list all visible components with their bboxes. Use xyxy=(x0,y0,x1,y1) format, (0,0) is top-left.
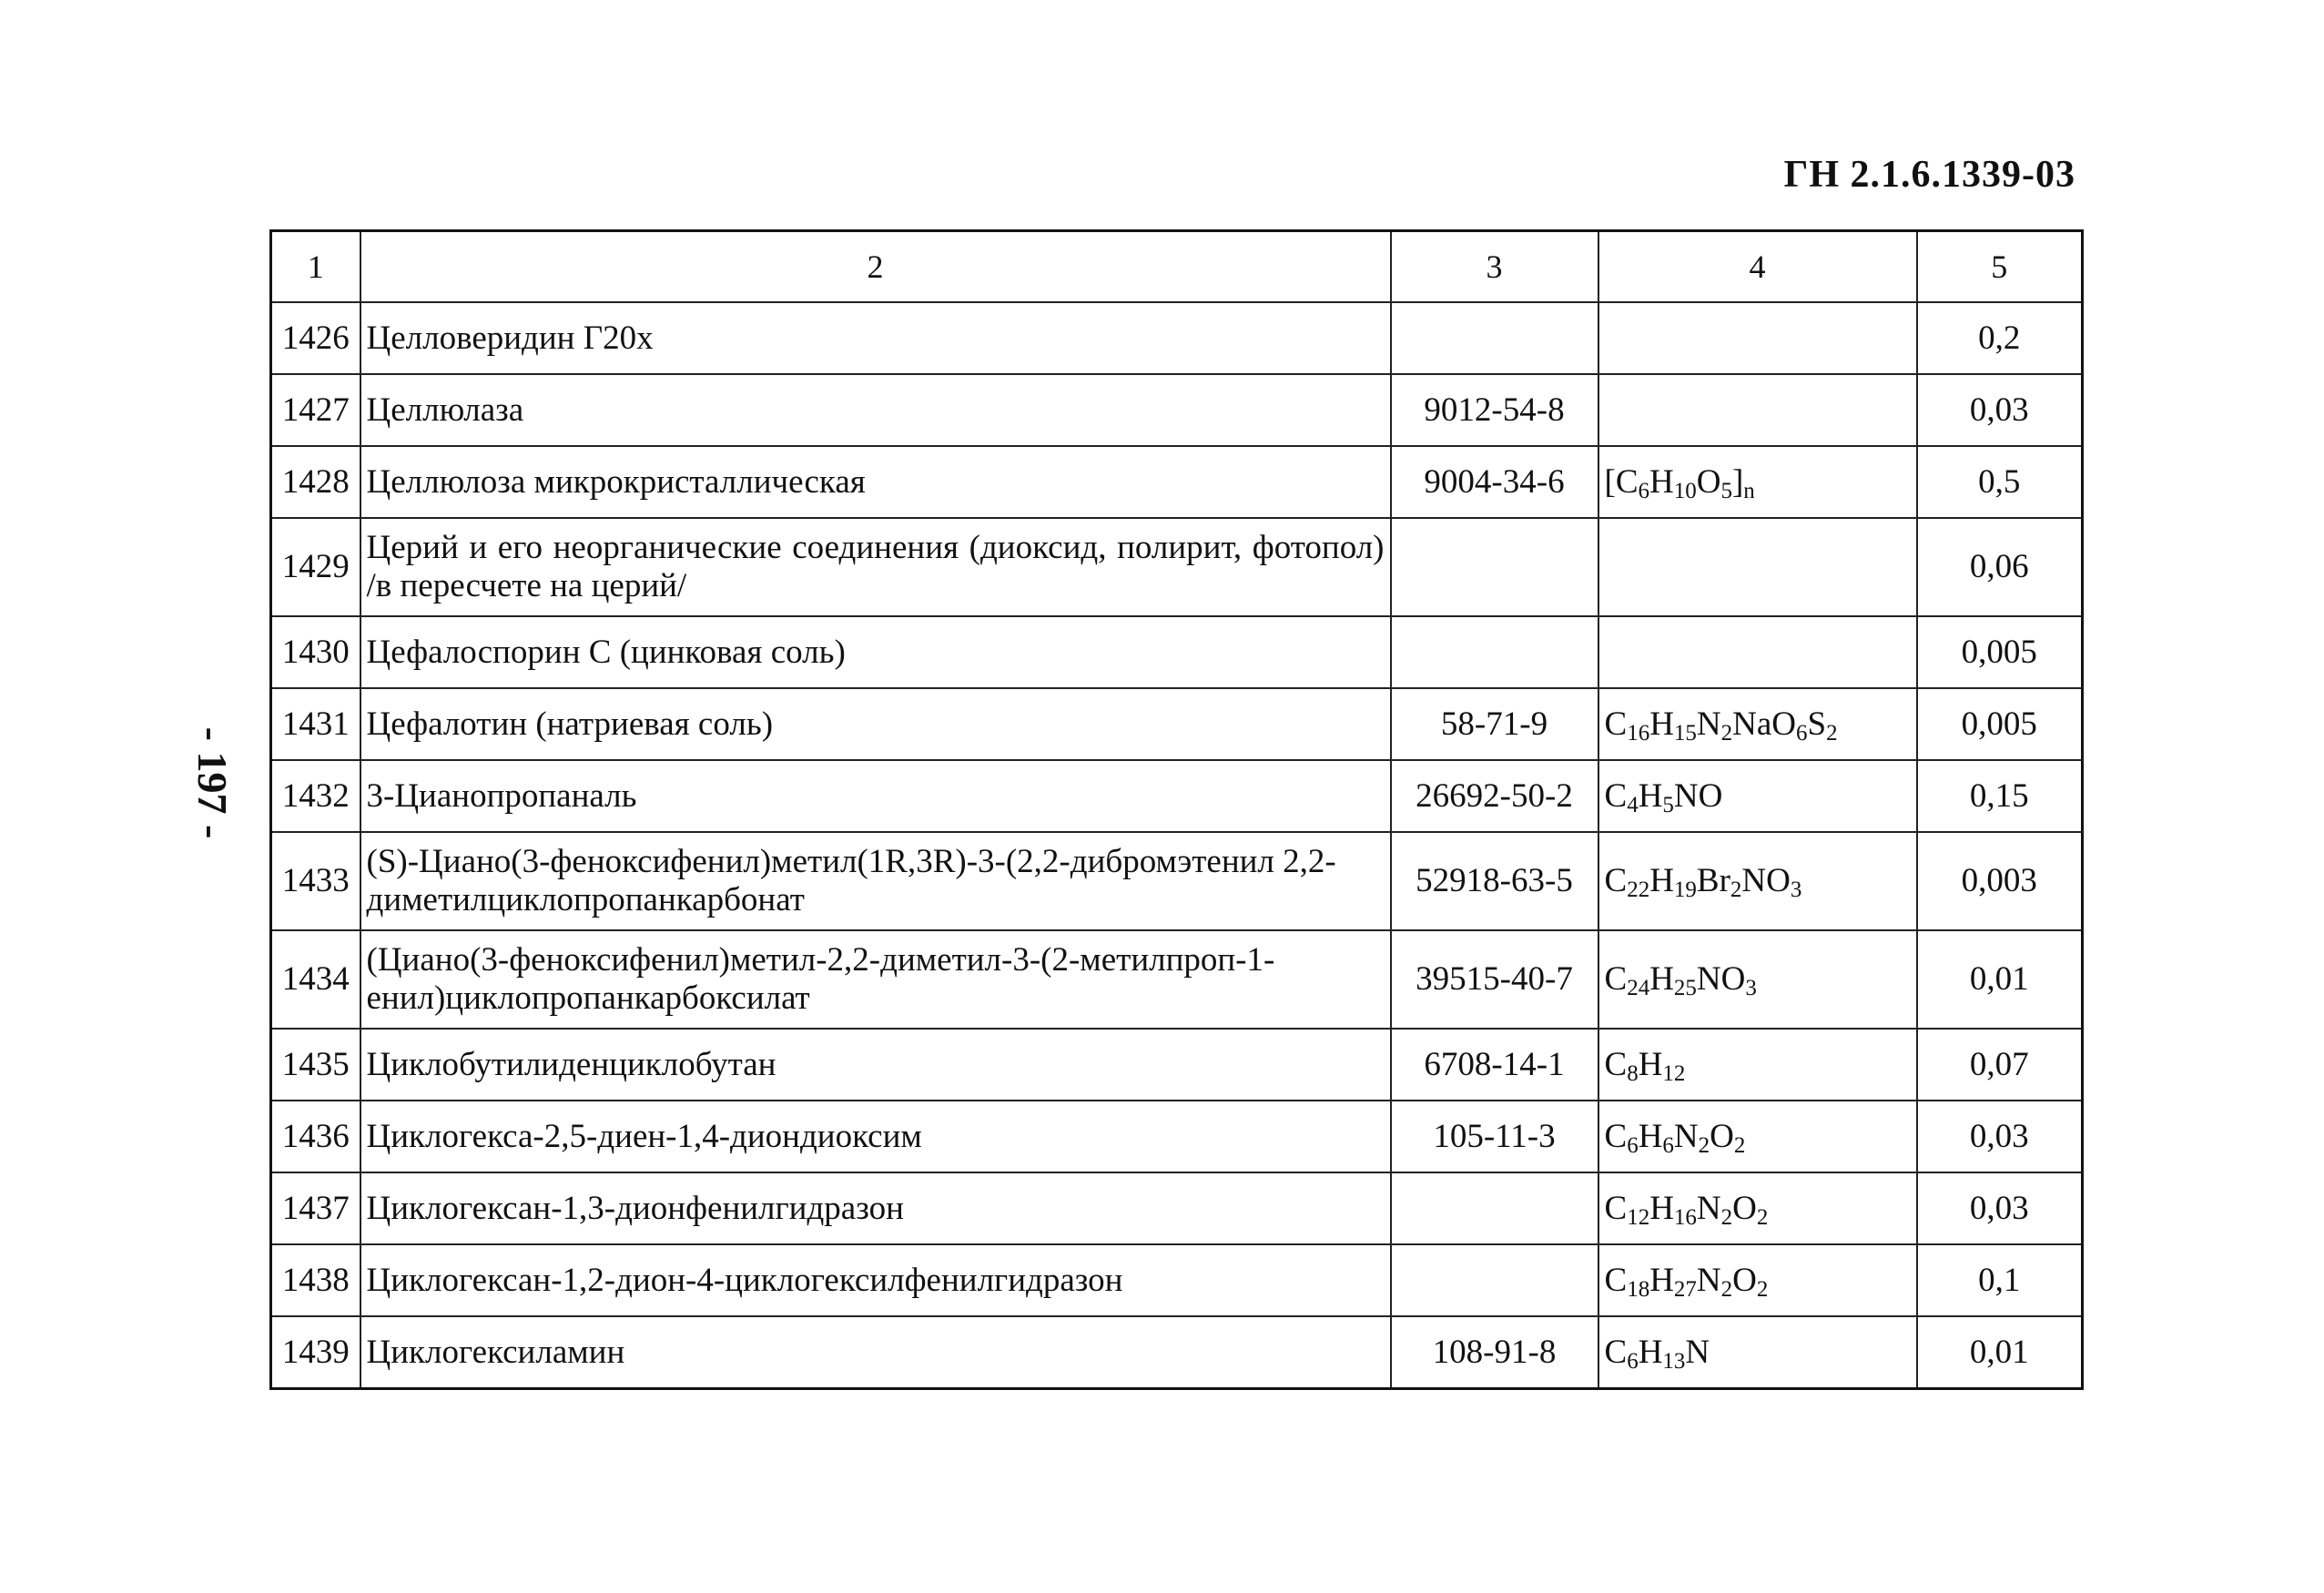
formula-part: H xyxy=(1638,1117,1663,1155)
formula-part: S xyxy=(1807,705,1827,743)
formula-part: H xyxy=(1649,462,1674,501)
formula-subscript: 24 xyxy=(1627,976,1650,1000)
chemical-formula xyxy=(1598,760,1917,832)
table-row xyxy=(271,518,2083,616)
formula-subscript: 27 xyxy=(1673,1276,1697,1302)
concentration-limit: 0,003 xyxy=(1917,832,2083,930)
substance-name: Циклогексан-1,2-дион-4-циклогексилфенилгидразон xyxy=(360,1244,1391,1316)
substance-name: Циклогексиламин xyxy=(360,1316,1391,1389)
formula-part: N xyxy=(1696,705,1721,743)
formula-subscript: 2 xyxy=(1698,1132,1710,1158)
chemical-formula xyxy=(1598,930,1917,1029)
formula-subscript: 2 xyxy=(1756,1204,1769,1230)
chemical-formula xyxy=(1598,616,1917,688)
substance-name: (Циано(3-феноксифенил)метил-2,2-диметил-3-(2-метилпроп-1-енил)циклопропанкарбоксилат xyxy=(360,930,1391,1029)
formula-subscript: n xyxy=(1743,478,1755,503)
chemical-formula xyxy=(1598,1316,1917,1389)
column-header: 3 xyxy=(1391,231,1598,303)
formula-part: NO xyxy=(1741,862,1791,899)
concentration-limit: 0,5 xyxy=(1917,446,2083,518)
cas-number xyxy=(1391,302,1598,374)
row-number: 1427 xyxy=(271,374,360,446)
formula-subscript: 2 xyxy=(1730,878,1742,902)
chemical-formula xyxy=(1598,688,1917,760)
formula-subscript: 2 xyxy=(1756,1276,1769,1302)
cas-number: 105-11-3 xyxy=(1391,1101,1598,1172)
concentration-limit: 0,01 xyxy=(1917,930,2083,1029)
formula-subscript: 16 xyxy=(1627,720,1650,746)
row-number: 1430 xyxy=(271,616,360,688)
concentration-limit: 0,15 xyxy=(1917,760,2083,832)
formula-subscript: 16 xyxy=(1673,1204,1697,1230)
cas-number xyxy=(1391,1244,1598,1316)
table-row xyxy=(271,1029,2083,1101)
formula-part: NO xyxy=(1673,776,1723,815)
table-row xyxy=(271,1316,2083,1389)
row-number: 1436 xyxy=(271,1101,360,1172)
cas-number xyxy=(1391,518,1598,616)
row-number: 1434 xyxy=(271,930,360,1029)
hygienic-standards-table xyxy=(269,229,2084,1390)
row-number: 1437 xyxy=(271,1172,360,1244)
formula-subscript: 18 xyxy=(1627,1276,1650,1302)
formula-part: H xyxy=(1649,1261,1674,1299)
chemical-formula xyxy=(1598,832,1917,930)
formula-part: C xyxy=(1604,1117,1628,1155)
substance-name: (S)-Циано(3-феноксифенил)метил(1R,3R)-3-(2,2-дибромэтенил 2,2-диметилциклопропанкарбонат xyxy=(360,832,1391,930)
formula-subscript: 3 xyxy=(1790,878,1802,902)
formula-subscript: 2 xyxy=(1720,1276,1733,1302)
formula-part: NO xyxy=(1696,960,1746,998)
concentration-limit: 0,2 xyxy=(1917,302,2083,374)
formula-subscript: 22 xyxy=(1627,878,1650,902)
formula-part: O xyxy=(1696,462,1721,501)
concentration-limit: 0,005 xyxy=(1917,688,2083,760)
formula-part: N xyxy=(1696,1261,1721,1299)
concentration-limit: 0,03 xyxy=(1917,1172,2083,1244)
substance-name: Циклогексан-1,3-дионфенилгидразон xyxy=(360,1172,1391,1244)
chemical-formula xyxy=(1598,446,1917,518)
table-row xyxy=(271,374,2083,446)
substance-name: Циклобутилиденциклобутан xyxy=(360,1029,1391,1101)
formula-part: H xyxy=(1649,960,1674,998)
cas-number: 39515-40-7 xyxy=(1391,930,1598,1029)
row-number: 1435 xyxy=(271,1029,360,1101)
row-number: 1433 xyxy=(271,832,360,930)
substance-name: Целловеридин Г20х xyxy=(360,302,1391,374)
formula-part: O xyxy=(1710,1117,1734,1155)
column-header: 1 xyxy=(271,231,360,303)
concentration-limit: 0,005 xyxy=(1917,616,2083,688)
table-row xyxy=(271,688,2083,760)
formula-subscript: 12 xyxy=(1627,1204,1650,1230)
formula-part: H xyxy=(1638,776,1663,815)
formula-subscript: 4 xyxy=(1627,792,1639,817)
formula-subscript: 5 xyxy=(1720,478,1732,503)
formula-part: C xyxy=(1604,862,1628,899)
cas-number: 58-71-9 xyxy=(1391,688,1598,760)
row-number: 1432 xyxy=(271,760,360,832)
formula-part: Br xyxy=(1696,862,1730,899)
cas-number xyxy=(1391,1172,1598,1244)
formula-subscript: 13 xyxy=(1662,1348,1686,1374)
document-code: ГН 2.1.6.1339-03 xyxy=(1783,154,2075,196)
concentration-limit: 0,1 xyxy=(1917,1244,2083,1316)
formula-part: C xyxy=(1604,705,1628,743)
column-header: 2 xyxy=(360,231,1391,303)
cas-number: 6708-14-1 xyxy=(1391,1029,1598,1101)
cas-number: 108-91-8 xyxy=(1391,1316,1598,1389)
chemical-formula xyxy=(1598,518,1917,616)
formula-part: H xyxy=(1638,1333,1663,1371)
row-number: 1429 xyxy=(271,518,360,616)
chemical-formula xyxy=(1598,302,1917,374)
concentration-limit: 0,07 xyxy=(1917,1029,2083,1101)
substance-name: Цефалоспорин С (цинковая соль) xyxy=(360,616,1391,688)
row-number: 1439 xyxy=(271,1316,360,1389)
concentration-limit: 0,01 xyxy=(1917,1316,2083,1389)
row-number: 1431 xyxy=(271,688,360,760)
substance-name: Целлюлоза микрокристаллическая xyxy=(360,446,1391,518)
formula-subscript: 25 xyxy=(1673,976,1697,1000)
cas-number: 9004-34-6 xyxy=(1391,446,1598,518)
formula-part: C xyxy=(1604,1189,1628,1227)
row-number: 1438 xyxy=(271,1244,360,1316)
formula-part: [C xyxy=(1604,462,1639,501)
formula-subscript: 5 xyxy=(1662,792,1674,817)
row-number: 1426 xyxy=(271,302,360,374)
formula-part: O xyxy=(1732,1189,1757,1227)
formula-subscript: 6 xyxy=(1796,720,1808,746)
substance-name: Целлюлаза xyxy=(360,374,1391,446)
formula-part: N xyxy=(1673,1117,1699,1155)
formula-subscript: 19 xyxy=(1673,878,1697,902)
substance-name: Церий и его неорганические соединения (диоксид, полирит, фотопол) /в пересчете на церий/ xyxy=(360,518,1391,616)
concentration-limit: 0,03 xyxy=(1917,1101,2083,1172)
formula-subscript: 2 xyxy=(1733,1132,1746,1158)
chemical-formula xyxy=(1598,1101,1917,1172)
concentration-limit: 0,06 xyxy=(1917,518,2083,616)
formula-part: O xyxy=(1732,1261,1757,1299)
chemical-formula xyxy=(1598,374,1917,446)
formula-subscript: 10 xyxy=(1673,478,1697,503)
chemical-formula xyxy=(1598,1172,1917,1244)
formula-subscript: 6 xyxy=(1627,1348,1639,1374)
chemical-formula xyxy=(1598,1029,1917,1101)
table-row xyxy=(271,1101,2083,1172)
table-row xyxy=(271,930,2083,1029)
formula-part: H xyxy=(1649,862,1674,899)
formula-subscript: 15 xyxy=(1673,720,1697,746)
formula-subscript: 2 xyxy=(1720,720,1733,746)
formula-part: H xyxy=(1638,1045,1663,1083)
cas-number: 52918-63-5 xyxy=(1391,832,1598,930)
row-number: 1428 xyxy=(271,446,360,518)
table-row xyxy=(271,616,2083,688)
formula-subscript: 2 xyxy=(1826,720,1838,746)
formula-part: ] xyxy=(1731,462,1744,501)
table-row xyxy=(271,832,2083,930)
table-row xyxy=(271,1244,2083,1316)
concentration-limit: 0,03 xyxy=(1917,374,2083,446)
formula-part: N xyxy=(1696,1189,1721,1227)
cas-number xyxy=(1391,616,1598,688)
formula-part: C xyxy=(1604,1045,1628,1083)
formula-subscript: 6 xyxy=(1638,478,1649,503)
formula-subscript: 6 xyxy=(1627,1132,1639,1158)
table-header-row xyxy=(271,231,2083,303)
cas-number: 9012-54-8 xyxy=(1391,374,1598,446)
table-row xyxy=(271,446,2083,518)
formula-part: H xyxy=(1649,1189,1674,1227)
formula-part: N xyxy=(1685,1333,1710,1371)
substance-name: Циклогекса-2,5-диен-1,4-диондиоксим xyxy=(360,1101,1391,1172)
formula-part: C xyxy=(1604,1333,1628,1371)
formula-part: C xyxy=(1604,1261,1628,1299)
formula-part: C xyxy=(1604,776,1628,815)
formula-subscript: 6 xyxy=(1662,1132,1674,1158)
table-row xyxy=(271,1172,2083,1244)
formula-part: C xyxy=(1604,960,1628,998)
table-row xyxy=(271,760,2083,832)
cas-number: 26692-50-2 xyxy=(1391,760,1598,832)
chemical-formula xyxy=(1598,1244,1917,1316)
substance-name: 3-Цианопропаналь xyxy=(360,760,1391,832)
formula-subscript: 12 xyxy=(1662,1060,1686,1086)
formula-subscript: 8 xyxy=(1627,1060,1639,1086)
table-row xyxy=(271,302,2083,374)
formula-part: NaO xyxy=(1732,705,1797,743)
formula-subscript: 3 xyxy=(1745,976,1757,1000)
column-header: 4 xyxy=(1598,231,1917,303)
formula-part: H xyxy=(1649,705,1674,743)
column-header: 5 xyxy=(1917,231,2083,303)
page-number-text: - 197 - xyxy=(189,726,236,839)
substance-name: Цефалотин (натриевая соль) xyxy=(360,688,1391,760)
formula-subscript: 2 xyxy=(1720,1204,1733,1230)
